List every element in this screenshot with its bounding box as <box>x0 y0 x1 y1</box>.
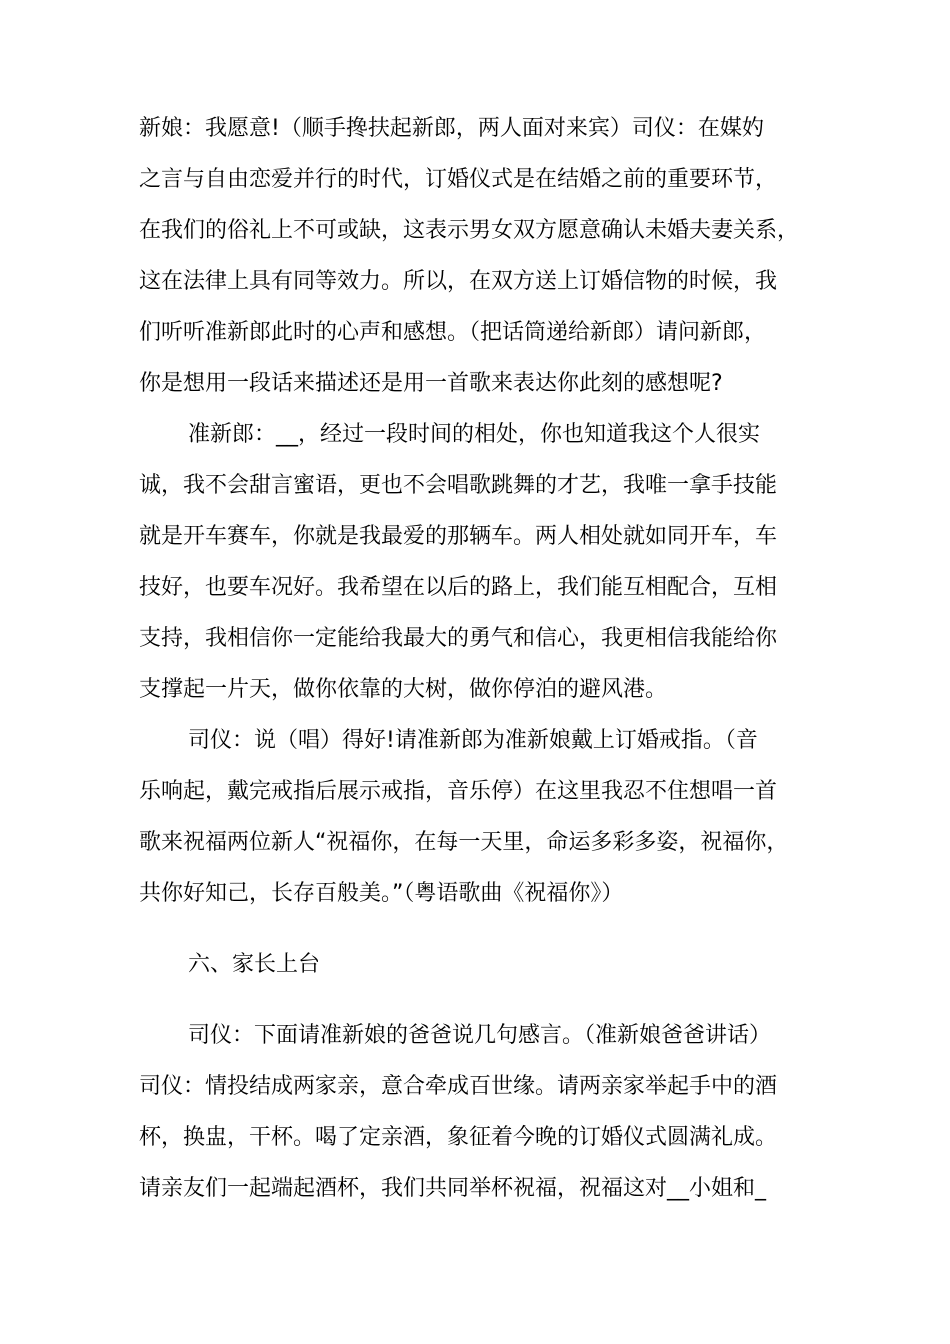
text-line: 支持，我相信你一定能给我最大的勇气和信心，我更相信我能给你 <box>139 626 778 651</box>
text-line: 们听听准新郎此时的心声和感想。（把话筒递给新郎）请问新郎， <box>139 320 767 345</box>
text-line: 之言与自由恋爱并行的时代，订婚仪式是在结婚之前的重要环节， <box>139 167 778 192</box>
text-line: 准新郎：__，经过一段时间的相处，你也知道我这个人很实 <box>188 422 761 447</box>
text-line: 司仪：下面请准新娘的爸爸说几句感言。（准新娘爸爸讲话） <box>188 1023 772 1048</box>
text-line: 新娘：我愿意!（顺手搀扶起新郎，两人面对来宾）司仪：在媒妁 <box>139 116 764 141</box>
text-line: 杯，换盅，干杯。喝了定亲酒，象征着今晚的订婚仪式圆满礼成。 <box>139 1125 778 1150</box>
text-line: 就是开车赛车，你就是我最爱的那辆车。两人相处就如同开车，车 <box>139 524 778 549</box>
text-line: 乐响起，戴完戒指后展示戒指，音乐停）在这里我忍不住想唱一首 <box>139 779 778 804</box>
text-line: 歌来祝福两位新人“祝福你，在每一天里，命运多彩多姿，祝福你， <box>139 830 789 855</box>
text-line: 你是想用一段话来描述还是用一首歌来表达你此刻的感想呢? <box>139 371 723 396</box>
section-heading: 六、家长上台 <box>188 952 321 977</box>
text-line: 技好，也要车况好。我希望在以后的路上，我们能互相配合，互相 <box>139 575 778 600</box>
text-line: 请亲友们一起端起酒杯，我们共同举杯祝福，祝福这对__小姐和_ <box>139 1176 767 1201</box>
text-line: 司仪：说（唱）得好!请准新郎为准新娘戴上订婚戒指。（音 <box>188 728 758 753</box>
text-line: 诚，我不会甜言蜜语，更也不会唱歌跳舞的才艺，我唯一拿手技能 <box>139 473 778 498</box>
text-line: 共你好知己，长存百般美。”（粤语歌曲《祝福你》） <box>139 881 624 906</box>
text-line: 在我们的俗礼上不可或缺，这表示男女双方愿意确认未婚夫妻关系， <box>139 218 800 243</box>
text-line: 支撑起一片天，做你依靠的大树，做你停泊的避风港。 <box>139 677 668 702</box>
text-line: 司仪：情投结成两家亲，意合牵成百世缘。请两亲家举起手中的酒 <box>139 1074 778 1099</box>
text-line: 这在法律上具有同等效力。所以，在双方送上订婚信物的时候，我 <box>139 269 778 294</box>
